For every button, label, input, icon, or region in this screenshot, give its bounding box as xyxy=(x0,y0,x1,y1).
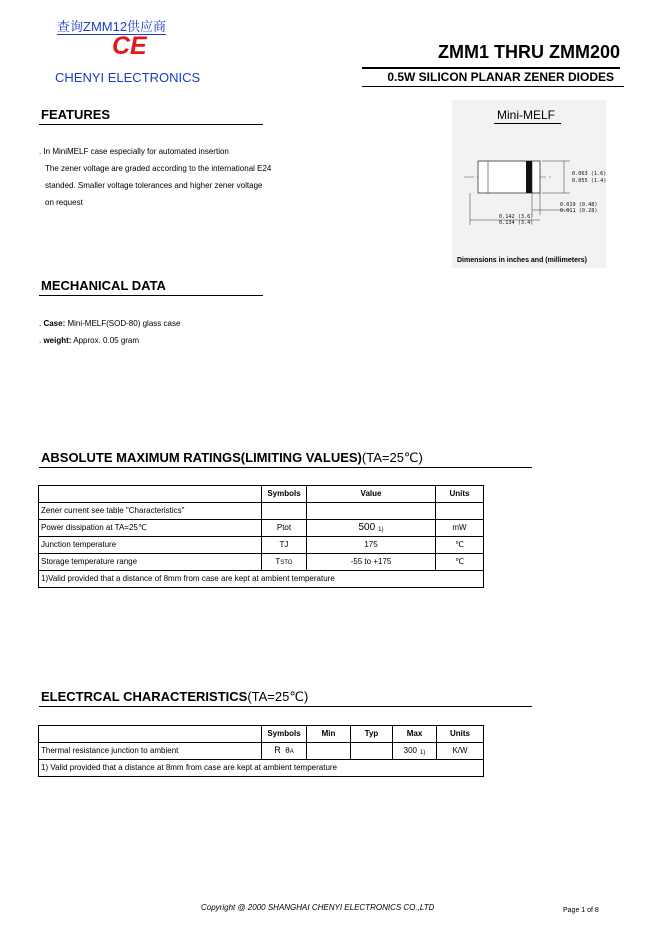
ratings-table xyxy=(38,485,484,588)
header-cell xyxy=(39,726,262,743)
weight-value: Approx. 0.05 gram xyxy=(71,336,140,345)
dim-label: 0.063 (1.6) xyxy=(572,171,606,177)
header-cell: Max xyxy=(393,726,437,743)
param-cell: Thermal resistance junction to ambient xyxy=(39,743,262,760)
feature-line: standed. Smaller voltage tolerances and higher zener voltage xyxy=(45,181,263,190)
header-cell: Value xyxy=(307,486,436,503)
table-row xyxy=(39,554,484,571)
min-cell xyxy=(307,743,351,760)
electrical-rule xyxy=(39,706,532,707)
table-row xyxy=(39,743,484,760)
top-link[interactable]: 查询ZMM12供应商 xyxy=(57,19,167,34)
ratings-rule xyxy=(39,467,532,468)
dim-label: 0.011 (0.28) xyxy=(560,208,598,214)
dimensions-caption: Dimensions in inches and (millimeters) xyxy=(457,257,587,264)
unit-cell xyxy=(436,503,484,520)
feature-line: The zener voltage are graded according to the international E24 xyxy=(45,164,272,173)
table-row xyxy=(39,520,484,537)
max-cell: 300 $^{1)}$ xyxy=(393,743,437,760)
footnote-row xyxy=(39,760,484,777)
feature-line: . In MiniMELF case especially for automated insertion xyxy=(39,147,229,156)
dim-label: 0.134 (3.4) xyxy=(499,220,534,226)
header-cell: Symbols xyxy=(262,726,307,743)
typ-cell xyxy=(351,743,393,760)
unit-cell: ℃ xyxy=(436,554,484,571)
case-value: Mini-MELF(SOD-80) glass case xyxy=(65,319,181,328)
package-label: Mini-MELF xyxy=(497,108,556,122)
unit-cell: ℃ xyxy=(436,537,484,554)
header-cell: Min xyxy=(307,726,351,743)
footnote-row xyxy=(39,571,484,588)
table-header-row xyxy=(39,486,484,503)
page-number: Page 1 of 8 xyxy=(563,907,599,914)
features-heading: FEATURES xyxy=(41,107,111,122)
symbol-cell: TSTG xyxy=(262,554,307,571)
case-line: . Case: Mini-MELF(SOD-80) glass case xyxy=(39,319,181,328)
value-cell: -55 to +175 xyxy=(307,554,436,571)
mini-melf-drawing xyxy=(452,140,606,230)
table-header-row xyxy=(39,726,484,743)
mechanical-rule xyxy=(39,295,263,296)
cathode-band xyxy=(526,161,532,193)
copyright: Copyright @ 2000 SHANGHAI CHENYI ELECTRONICS CO.,LTD xyxy=(201,903,435,912)
symbol-cell: R θA xyxy=(262,743,307,760)
header-cell: Symbols xyxy=(262,486,307,503)
header-cell: Units xyxy=(437,726,484,743)
symbol-cell: TJ xyxy=(262,537,307,554)
param-cell: Zener current see table "Characteristics" xyxy=(39,503,262,520)
value-cell: 175 xyxy=(307,537,436,554)
electrical-heading: ELECTRCAL CHARACTERISTICS(TA=25℃) xyxy=(41,689,309,704)
symbol-cell xyxy=(262,503,307,520)
symbol-cell: Ptot xyxy=(262,520,307,537)
value-cell: 500 $^{1)}$ xyxy=(307,520,436,537)
footnote-cell: 1)Valid provided that a distance of 8mm from case are kept at ambient temperature xyxy=(39,571,484,588)
unit-cell: mW xyxy=(436,520,484,537)
feature-line: on request xyxy=(45,198,83,207)
value-cell xyxy=(307,503,436,520)
electrical-table xyxy=(38,725,484,777)
product-title: ZMM1 THRU ZMM200 xyxy=(437,42,620,62)
header-cell: Typ xyxy=(351,726,393,743)
footnote-cell: 1) Valid provided that a distance at 8mm from case are kept at ambient temperature xyxy=(39,760,484,777)
weight-line: . weight: Approx. 0.05 gram xyxy=(39,336,140,345)
package-label-rule xyxy=(494,123,561,124)
unit-cell: K/W xyxy=(437,743,484,760)
mechanical-heading: MECHANICAL DATA xyxy=(41,278,166,293)
dim-label: 0.019 (0.48) xyxy=(560,202,598,208)
company-logo: CE xyxy=(112,32,147,60)
dim-label: 0.142 (3.6) xyxy=(499,214,534,220)
title-rule xyxy=(362,67,620,69)
table-row xyxy=(39,503,484,520)
weight-label: weight: xyxy=(43,336,72,345)
table-row xyxy=(39,537,484,554)
param-cell: Power dissipation at TA=25℃ xyxy=(39,520,262,537)
ratings-heading: ABSOLUTE MAXIMUM RATINGS(LIMITING VALUES)(TA=25℃) xyxy=(41,450,423,465)
product-subtitle: 0.5W SILICON PLANAR ZENER DIODES xyxy=(387,70,614,84)
dim-label: 0.055 (1.4) xyxy=(572,178,606,184)
header-cell: Units xyxy=(436,486,484,503)
features-rule xyxy=(39,124,263,125)
company-name: CHENYI ELECTRONICS xyxy=(55,70,201,85)
case-label: Case: xyxy=(43,319,66,328)
param-cell: Storage temperature range xyxy=(39,554,262,571)
header-cell xyxy=(39,486,262,503)
param-cell: Junction temperature xyxy=(39,537,262,554)
subtitle-rule xyxy=(362,86,624,87)
